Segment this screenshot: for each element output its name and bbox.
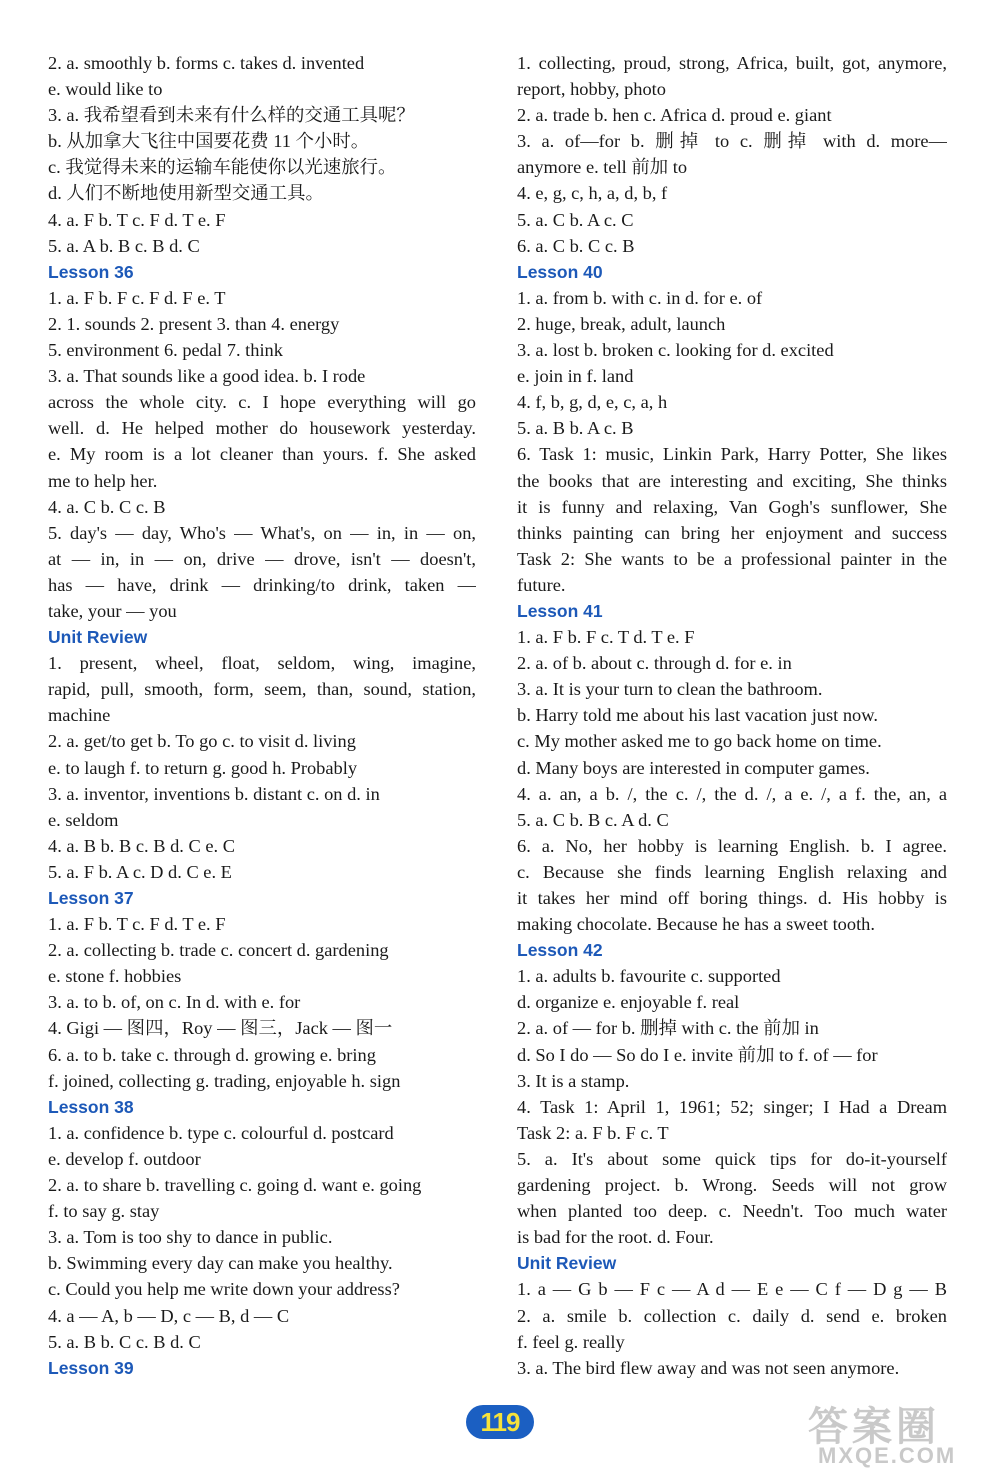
answer-line: 4. a. C b. C c. B — [48, 496, 166, 517]
answer-line: 5. a. F b. A c. D d. C e. E — [48, 861, 232, 882]
answer-line: 1. a. from b. with c. in d. for e. of — [517, 287, 763, 308]
answer-line: take, your — you — [48, 600, 177, 621]
answer-line: 3. a. That sounds like a good idea. b. I rode — [48, 366, 366, 387]
answer-line: 3. a. lost b. broken c. looking for d. excited — [517, 340, 834, 361]
answer-line: b. 从加拿大飞往中国要花费 11 个小时。 — [48, 131, 370, 152]
answer-line: 1. a. F b. T c. F d. T e. F — [48, 914, 226, 935]
answer-line: rapid, pull, smooth, form, seem, than, sound, station, — [48, 679, 476, 700]
answer-line: 3. a. of—for b. 删掉 to c. 删掉 with d. more— — [517, 131, 947, 152]
answer-line: 2. a. of — for b. 删掉 with c. the 前加 in — [517, 1018, 819, 1039]
answer-line: 2. a. trade b. hen c. Africa d. proud e. giant — [517, 105, 832, 126]
answer-line: 5. a. C b. A c. C — [517, 209, 634, 230]
answer-line: c. Because she finds learning English relaxing and — [517, 861, 947, 882]
answer-line: well. d. He helped mother do housework yesterday. — [48, 418, 476, 439]
answer-line: 2. a. smoothly b. forms c. takes d. invented — [48, 53, 365, 73]
answer-line: 3. a. 我希望看到未来有什么样的交通工具呢？ — [48, 105, 415, 126]
answer-line: has — have, drink — drinking/to drink, taken — — [48, 574, 476, 595]
answer-line: anymore e. tell 前加 to — [517, 157, 688, 178]
section-heading: Lesson 39 — [48, 1357, 134, 1378]
answer-line: e. would like to — [48, 79, 163, 100]
answer-line: 1. a. F b. F c. F d. F e. T — [48, 287, 226, 308]
answer-line: 6. Task 1: music, Linkin Park, Harry Potter, She likes — [517, 444, 947, 465]
section-heading: Unit Review — [517, 1253, 617, 1274]
answer-line: 3. a. The bird flew away and was not seen anymore. — [517, 1357, 900, 1378]
answer-line: making chocolate. Because he has a sweet tooth. — [517, 914, 875, 935]
answer-line: 1. a. F b. F c. T d. T e. F — [517, 627, 695, 648]
answer-line: 6. a. to b. take c. through d. growing e. bring — [48, 1044, 376, 1065]
answer-line: 5. a. A b. B c. B d. C — [48, 235, 200, 256]
answer-line: me to help her. — [48, 470, 158, 491]
answer-line: e. My room is a lot cleaner than yours. f. She asked — [48, 444, 476, 465]
watermark-text: 答案圈 — [808, 1405, 940, 1449]
answer-line: 1. a. adults b. favourite c. supported — [517, 966, 781, 987]
answer-line: thinks painting can bring her enjoyment and success — [517, 522, 947, 543]
answer-line: 2. a. get/to get b. To go c. to visit d. living — [48, 731, 356, 752]
section-heading: Lesson 38 — [48, 1096, 134, 1117]
answer-line: 5. a. It's about some quick tips for do-it-yourself — [517, 1148, 947, 1169]
answer-line: it is funny and relaxing, Van Gogh's sunflower, She — [517, 496, 947, 517]
watermark-domain: MXQE.COM — [818, 1443, 957, 1468]
answer-line: d. Many boys are interested in computer games. — [517, 757, 870, 778]
answer-line: 3. a. Tom is too shy to dance in public. — [48, 1227, 333, 1248]
answer-line: 2. 1. sounds 2. present 3. than 4. energy — [48, 313, 340, 334]
answer-line: 4. a — A, b — D, c — B, d — C — [48, 1305, 290, 1326]
section-heading: Lesson 36 — [48, 261, 134, 282]
answer-line: 4. Gigi — 图四，Roy — 图三，Jack — 图一 — [48, 1018, 393, 1039]
answer-line: across the whole city. c. I hope everything will go — [48, 392, 476, 413]
answer-line: e. to laugh f. to return g. good h. Probably — [48, 757, 358, 778]
answer-line: machine — [48, 705, 111, 726]
answer-line: b. Swimming every day can make you healthy. — [48, 1253, 393, 1274]
answer-line: 2. a. of b. about c. through d. for e. in — [517, 653, 792, 674]
right-column — [517, 50, 947, 1381]
section-heading: Lesson 41 — [517, 600, 603, 621]
answer-line: d. 人们不断地使用新型交通工具。 — [48, 183, 324, 204]
answer-line: 1. a — G b — F c — A d — E e — C f — D g — B — [517, 1279, 947, 1300]
answer-line: 5. environment 6. pedal 7. think — [48, 340, 283, 361]
answer-line: c. Could you help me write down your address? — [48, 1279, 400, 1300]
answer-line: b. Harry told me about his last vacation just now. — [517, 705, 878, 726]
answer-line: d. So I do — So do I e. invite 前加 to f. of — for — [517, 1044, 878, 1065]
answer-line: 5. a. B b. C c. B d. C — [48, 1331, 201, 1352]
answer-line: e. stone f. hobbies — [48, 966, 182, 987]
answer-line: f. feel g. really — [517, 1331, 625, 1352]
section-heading: Lesson 42 — [517, 940, 603, 961]
page-number: 119 — [466, 1405, 534, 1439]
answer-line: c. My mother asked me to go back home on time. — [517, 731, 882, 752]
answer-line: 4. e, g, c, h, a, d, b, f — [517, 183, 668, 204]
answer-line: 1. a. confidence b. type c. colourful d. postcard — [48, 1122, 394, 1143]
answer-line: 3. a. It is your turn to clean the bathroom. — [517, 679, 823, 700]
answer-line: f. to say g. stay — [48, 1201, 160, 1222]
answer-line: f. joined, collecting g. trading, enjoyable h. sign — [48, 1070, 401, 1091]
answer-line: 2. a. smile b. collection c. daily d. send e. broken — [517, 1305, 947, 1326]
answer-line: 6. a. C b. C c. B — [517, 235, 635, 256]
answer-line: when planted too deep. c. Needn't. Too much water — [517, 1201, 947, 1222]
answer-line: 6. a. No, her hobby is learning English. b. I agree. — [517, 835, 947, 856]
answer-line: d. organize e. enjoyable f. real — [517, 992, 740, 1013]
left-column — [48, 50, 476, 1381]
answer-line: 2. huge, break, adult, launch — [517, 313, 726, 334]
answer-line: e. seldom — [48, 809, 119, 830]
watermark-logo — [800, 1395, 990, 1475]
answer-line: is bad for the root. d. Four. — [517, 1227, 714, 1248]
answer-line: c. 我觉得未来的运输车能使你以光速旅行。 — [48, 157, 397, 178]
answer-line: 5. day's — day, Who's — What's, on — in, in — on, — [48, 522, 476, 543]
answer-line: 3. It is a stamp. — [517, 1070, 630, 1091]
answer-line: report, hobby, photo — [517, 79, 666, 100]
answer-line: 4. a. F b. T c. F d. T e. F — [48, 209, 226, 230]
section-heading: Unit Review — [48, 627, 148, 648]
answer-line: 2. a. collecting b. trade c. concert d. gardening — [48, 940, 389, 961]
answer-line: 4. a. an, a b. /, the c. /, the d. /, a e. /, a f. the, an, a — [517, 783, 947, 804]
answer-line: 4. a. B b. B c. B d. C e. C — [48, 835, 235, 856]
answer-line: 3. a. to b. of, on c. In d. with e. for — [48, 992, 301, 1013]
answer-line: 3. a. inventor, inventions b. distant c. on d. in — [48, 783, 380, 804]
answer-line: future. — [517, 574, 566, 595]
answer-line: Task 2: She wants to be a professional painter in the — [517, 548, 947, 569]
answer-line: the books that are interesting and exciting, She thinks — [517, 470, 947, 491]
answer-line: 5. a. B b. A c. B — [517, 418, 634, 439]
answer-line: 4. Task 1: April 1, 1961; 52; singer; I Had a Dream — [517, 1096, 947, 1117]
answer-line: e. join in f. land — [517, 366, 634, 387]
answer-line: e. develop f. outdoor — [48, 1148, 201, 1169]
answer-line: 2. a. to share b. travelling c. going d. want e. going — [48, 1175, 422, 1196]
section-heading: Lesson 37 — [48, 888, 134, 908]
answer-line: 4. f, b, g, d, e, c, a, h — [517, 392, 668, 413]
answer-line: 1. collecting, proud, strong, Africa, built, got, anymore, — [517, 53, 947, 73]
answer-line: 1. present, wheel, float, seldom, wing, imagine, — [48, 653, 476, 674]
answer-line: Task 2: a. F b. F c. T — [517, 1122, 669, 1143]
answer-line: 5. a. C b. B c. A d. C — [517, 809, 669, 830]
answer-line: it takes her mind off boring things. d. His hobby is — [517, 888, 947, 908]
answer-line: at — in, in — on, drive — drove, isn't — doesn't, — [48, 548, 476, 569]
answer-line: gardening project. b. Wrong. Seeds will not grow — [517, 1175, 947, 1196]
section-heading: Lesson 40 — [517, 261, 603, 282]
